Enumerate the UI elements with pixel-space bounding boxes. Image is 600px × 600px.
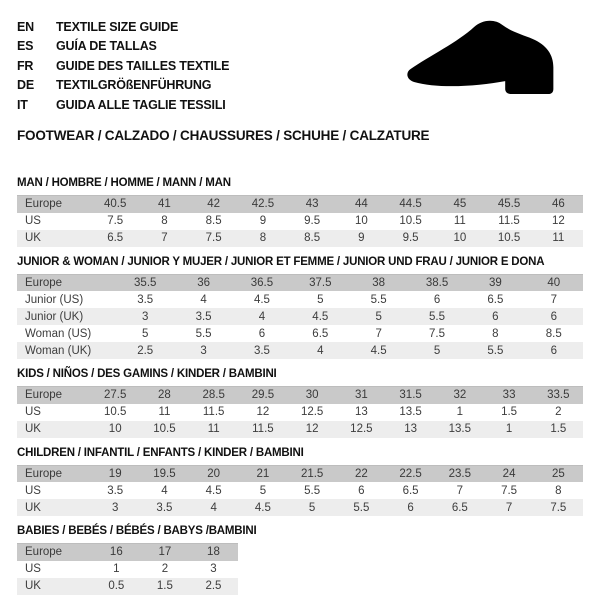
size-cell: 20 (207, 467, 221, 480)
section-title: BABIES / BEBÉS / BÉBÉS / BABYS /BAMBINI (17, 525, 257, 538)
size-row (17, 342, 583, 359)
size-cell: 6 (433, 293, 441, 306)
row-label: Junior (US) (25, 293, 84, 306)
size-cell: 3 (210, 563, 217, 576)
size-cell: 36.5 (250, 276, 274, 289)
size-cell: 5 (375, 310, 382, 323)
size-cell: 12.5 (300, 406, 324, 419)
size-cell: 1.5 (156, 580, 173, 593)
row-label: Junior (UK) (25, 310, 84, 323)
row-label: UK (25, 580, 41, 593)
section-man (17, 177, 583, 247)
row-label: Europe (25, 198, 63, 211)
size-cell: 40 (547, 276, 561, 289)
size-cell: 5 (433, 344, 441, 357)
size-cell: 10 (453, 232, 467, 245)
size-row (17, 308, 583, 325)
language-label: GUÍA DE TALLAS (56, 39, 157, 54)
size-cell: 6.5 (107, 232, 124, 245)
language-code: IT (17, 97, 28, 112)
size-row (17, 325, 583, 342)
size-cell: 31 (354, 389, 368, 402)
size-cell: 42.5 (251, 198, 275, 211)
size-cell: 7.5 (501, 484, 518, 497)
section-children (17, 447, 583, 517)
size-row (17, 421, 583, 438)
size-cell: 1 (113, 563, 120, 576)
language-code: ES (17, 39, 34, 54)
size-cell: 4 (317, 344, 324, 357)
size-cell: 12 (551, 215, 565, 228)
size-cell: 9 (358, 232, 365, 245)
size-cell: 10 (108, 423, 122, 436)
size-cell: 7.5 (205, 232, 222, 245)
category-title: FOOTWEAR / CALZADO / CHAUSSURES / SCHUHE / CALZATURE (17, 128, 430, 144)
size-cell: 2.5 (137, 344, 154, 357)
row-label: Woman (UK) (25, 344, 92, 357)
size-cell: 7 (456, 484, 464, 497)
size-table-kids (17, 386, 583, 438)
size-cell: 27.5 (104, 389, 127, 402)
size-cell: 4.5 (370, 344, 387, 357)
size-cell: 8 (492, 327, 499, 340)
size-cell: 10 (354, 215, 368, 228)
size-cell: 7 (550, 293, 557, 306)
size-cell: 6 (258, 327, 266, 340)
size-cell: 32 (453, 389, 467, 402)
row-label: Europe (25, 546, 63, 559)
size-cell: 1.5 (550, 423, 567, 436)
size-cell: 37.5 (309, 276, 332, 289)
size-cell: 7 (375, 327, 382, 340)
size-cell: 6.5 (451, 501, 468, 514)
size-cell: 19.5 (153, 467, 176, 480)
size-cell: 6.5 (487, 293, 504, 306)
size-cell: 4 (200, 293, 207, 306)
size-cell: 8 (259, 232, 267, 245)
size-cell: 10.5 (104, 406, 127, 419)
section-title: MAN / HOMBRE / HOMME / MANN / MAN (17, 177, 231, 190)
size-cell: 42 (207, 198, 221, 211)
size-row (17, 213, 583, 230)
row-label: US (25, 484, 41, 497)
size-cell: 11 (207, 423, 220, 436)
size-cell: 33 (502, 389, 516, 402)
size-cell: 46 (551, 198, 565, 211)
section-title: JUNIOR & WOMAN / JUNIOR Y MUJER / JUNIOR ET FEMME / JUNIOR UND FRAU / JUNIOR E DONA (17, 255, 545, 268)
size-cell: 13 (404, 423, 417, 436)
size-cell: 9 (259, 215, 267, 228)
size-cell: 7 (505, 501, 513, 514)
size-cell: 7.5 (107, 215, 124, 228)
size-cell: 3.5 (253, 344, 270, 357)
size-cell: 41 (158, 198, 171, 211)
size-cell: 44.5 (399, 198, 422, 211)
size-cell: 4 (161, 484, 168, 497)
size-cell: 3 (111, 501, 119, 514)
size-cell: 38 (372, 276, 386, 289)
size-cell: 10.5 (497, 232, 521, 245)
size-header-row (17, 544, 238, 561)
size-cell: 2 (161, 563, 169, 576)
size-cell: 8 (555, 484, 562, 497)
size-cell: 6 (492, 310, 499, 323)
size-cell: 35.5 (134, 276, 157, 289)
size-cell: 40.5 (104, 198, 127, 211)
size-cell: 39 (488, 276, 502, 289)
size-cell: 10.5 (153, 423, 176, 436)
size-cell: 5.5 (304, 484, 321, 497)
section-babies (17, 525, 583, 595)
size-cell: 5.5 (353, 501, 370, 514)
size-cell: 23.5 (448, 467, 472, 480)
language-label: TEXTILE SIZE GUIDE (56, 20, 179, 34)
size-cell: 24 (502, 467, 516, 480)
size-header-row (17, 387, 583, 404)
size-cell: 28 (158, 389, 171, 402)
size-cell: 12 (256, 406, 270, 419)
size-header-row (17, 274, 583, 291)
size-row (17, 561, 238, 578)
size-cell: 8 (161, 215, 168, 228)
size-cell: 12.5 (350, 423, 373, 436)
row-label: UK (25, 232, 41, 245)
size-cell: 28.5 (202, 389, 225, 402)
size-cell: 22.5 (399, 467, 422, 480)
section-title: KIDS / NIÑOS / DES GAMINS / KINDER / BAMBINI (17, 368, 277, 381)
section-junior-woman (17, 256, 583, 360)
size-row (17, 482, 583, 499)
row-label: Woman (US) (25, 327, 92, 340)
size-cell: 3 (200, 344, 207, 357)
size-cell: 2.5 (205, 580, 222, 593)
size-cell: 2 (555, 406, 562, 419)
size-cell: 13.5 (448, 423, 472, 436)
size-table-junior-woman (17, 274, 583, 360)
size-cell: 16 (109, 546, 123, 559)
size-cell: 21.5 (300, 467, 324, 480)
size-cell: 11.5 (252, 423, 274, 436)
size-cell: 7.5 (550, 501, 567, 514)
size-cell: 8.5 (205, 215, 222, 228)
size-cell: 0.5 (108, 580, 125, 593)
size-cell: 11.5 (202, 406, 225, 419)
size-cell: 4.5 (253, 293, 270, 306)
size-cell: 4.5 (254, 501, 271, 514)
size-table-children (17, 465, 583, 517)
row-label: US (25, 563, 41, 576)
size-cell: 9.5 (402, 232, 419, 245)
size-cell: 6 (550, 310, 557, 323)
size-cell: 1 (505, 423, 513, 436)
size-cell: 5 (308, 501, 316, 514)
size-cell: 9.5 (304, 215, 321, 228)
row-label: US (25, 406, 41, 419)
size-cell: 1 (456, 406, 464, 419)
size-cell: 5.5 (429, 310, 446, 323)
size-row (17, 499, 583, 516)
language-label: TEXTILGRÖßENFÜHRUNG (56, 78, 212, 93)
size-cell: 18 (207, 546, 220, 559)
size-cell: 10.5 (399, 215, 422, 228)
language-code: DE (17, 78, 34, 93)
shoe-icon (395, 14, 581, 100)
size-cell: 11 (158, 406, 171, 419)
language-label: GUIDA ALLE TAGLIE TESSILI (56, 97, 226, 112)
size-cell: 30 (305, 389, 319, 402)
size-header-row (17, 196, 583, 213)
size-table-man (17, 195, 583, 247)
size-cell: 19 (108, 467, 122, 480)
size-cell: 11 (453, 215, 466, 228)
size-cell: 38.5 (425, 276, 449, 289)
size-cell: 11.5 (498, 215, 520, 228)
size-cell: 21 (256, 467, 270, 480)
size-cell: 7.5 (429, 327, 446, 340)
size-cell: 3.5 (107, 484, 124, 497)
size-cell: 44 (354, 198, 368, 211)
size-cell: 11 (552, 232, 565, 245)
size-table-babies (17, 543, 238, 595)
size-cell: 33.5 (547, 389, 570, 402)
row-label: UK (25, 423, 41, 436)
size-row (17, 578, 238, 595)
language-code: FR (17, 58, 34, 73)
section-kids (17, 368, 583, 438)
size-cell: 29.5 (251, 389, 275, 402)
language-code: EN (17, 20, 34, 34)
size-cell: 25 (551, 467, 565, 480)
size-cell: 22 (354, 467, 368, 480)
size-cell: 8.5 (545, 327, 562, 340)
size-cell: 5 (317, 293, 324, 306)
size-cell: 4.5 (205, 484, 222, 497)
size-cell: 6 (407, 501, 414, 514)
size-cell: 3 (142, 310, 149, 323)
size-cell: 5.5 (195, 327, 212, 340)
size-cell: 3.5 (156, 501, 173, 514)
size-cell: 4 (210, 501, 217, 514)
size-cell: 4.5 (312, 310, 329, 323)
size-cell: 13.5 (399, 406, 422, 419)
size-cell: 45.5 (497, 198, 521, 211)
size-cell: 17 (158, 546, 172, 559)
size-cell: 6 (358, 484, 365, 497)
row-label: Europe (25, 467, 63, 480)
size-cell: 3.5 (195, 310, 212, 323)
size-row (17, 230, 583, 247)
section-title: CHILDREN / INFANTIL / ENFANTS / KINDER / BAMBINI (17, 446, 304, 459)
size-header-row (17, 465, 583, 482)
size-cell: 6.5 (402, 484, 419, 497)
size-cell: 31.5 (399, 389, 422, 402)
row-label: US (25, 215, 41, 228)
size-cell: 36 (197, 276, 210, 289)
size-cell: 6.5 (312, 327, 329, 340)
size-cell: 5.5 (370, 293, 387, 306)
size-cell: 43 (305, 198, 319, 211)
row-label: UK (25, 501, 41, 514)
size-row (17, 404, 583, 421)
size-cell: 5.5 (487, 344, 504, 357)
size-cell: 8.5 (304, 232, 321, 245)
size-cell: 45 (453, 198, 467, 211)
size-cell: 3.5 (137, 293, 154, 306)
size-cell: 1.5 (501, 406, 518, 419)
size-row (17, 291, 583, 308)
size-cell: 5 (259, 484, 267, 497)
size-guide-page (17, 0, 583, 595)
size-tables (17, 177, 583, 595)
language-label: GUIDE DES TAILLES TEXTILE (56, 58, 230, 73)
row-label: Europe (25, 389, 63, 402)
size-cell: 4 (258, 310, 266, 323)
size-cell: 5 (142, 327, 149, 340)
row-label: Europe (25, 276, 63, 289)
size-cell: 7 (161, 232, 168, 245)
size-cell: 6 (550, 344, 557, 357)
size-cell: 12 (305, 423, 319, 436)
size-cell: 13 (354, 406, 368, 419)
